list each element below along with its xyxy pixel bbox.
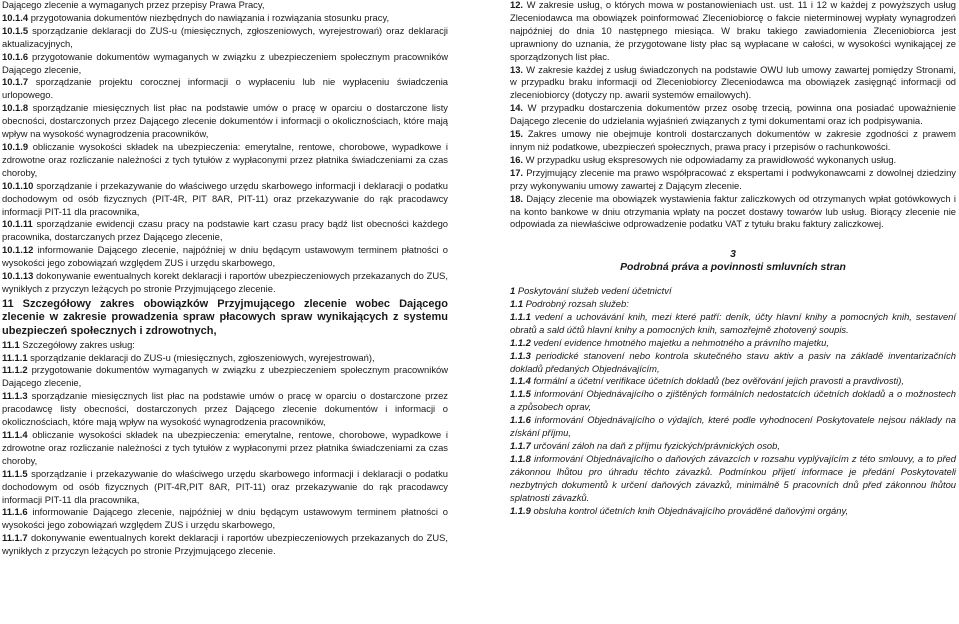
clause-text: vedení a uchovávání knih, mezi které patří: deník, účty hlavní knihy a pomocných knih, sestavení obratů a sald účtů hlavní knihy a pomocných knih, samozřejmě zhotovený soupis. bbox=[510, 310, 956, 335]
clause-number: 10.1.6 bbox=[2, 50, 29, 62]
clause-11 bbox=[2, 468, 448, 507]
clause-text: przygotowania dokumentów niezbędnych do nawiązania i rozwiązania stosunku pracy, bbox=[30, 11, 390, 23]
clause-number: 10.1.4 bbox=[2, 11, 29, 23]
clause-number: 11.1.5 bbox=[2, 467, 28, 479]
clause-general bbox=[510, 102, 956, 128]
clause-general bbox=[510, 0, 956, 64]
clause-number: 1.1.9 bbox=[510, 504, 531, 516]
clause-number: 1.1.5 bbox=[510, 388, 531, 400]
clause-number: 1.1.8 bbox=[510, 452, 531, 464]
clause-10 bbox=[2, 180, 448, 219]
clause-number: 10.1.9 bbox=[2, 140, 29, 152]
clause-10 bbox=[2, 141, 448, 180]
clause-number: 13. bbox=[510, 63, 524, 75]
clause-text: dokonywanie ewentualnych korekt deklaracji i raportów ubezpieczeniowych przekazanych do ZUS, wynikłych z przyczyn leżących po stronie Przyjmującego zlecenie. bbox=[2, 532, 448, 557]
clause-cz bbox=[510, 298, 956, 311]
clause-number: 11.1.3 bbox=[2, 390, 28, 402]
clause-text: Przyjmujący zlecenie ma prawo współpracować z ekspertami i podwykonawcami z dowolnej dziedziny przy wykonywaniu umowy zawartej z Dającym zlecenie. bbox=[510, 166, 956, 191]
clause-number: 11.1.1 bbox=[2, 351, 28, 363]
clause-text: sporządzanie ewidencji czasu pracy na podstawie kart czasu pracy bądź list obecności każdego pracownika, dostarczanych przez Dającego zlecenie, bbox=[2, 218, 449, 243]
clause-text: obliczanie wysokości składek na ubezpieczenia: emerytalne, rentowe, chorobowe, wypadkowe i zdrowotne oraz rozliczanie należności z tych tytułów z wypłaconymi przez płatnika świadczeniami za czas choroby, bbox=[2, 428, 448, 466]
clause-cz bbox=[510, 453, 956, 505]
clause-number: 11.1.6 bbox=[2, 506, 28, 518]
section-title: Podrobná práva a povinnosti smluvních stran bbox=[620, 262, 846, 274]
clause-10 bbox=[2, 25, 448, 51]
clause-10 bbox=[2, 102, 448, 141]
clause-text: przygotowanie dokumentów wymaganych w związku z ubezpieczeniem społecznym pracowników Dającego zlecenie, bbox=[2, 364, 448, 389]
clause-number: 14. bbox=[510, 102, 524, 114]
clause-number: 10.1.7 bbox=[2, 76, 29, 88]
clause-cz bbox=[510, 414, 956, 440]
clause-number: 1.1.3 bbox=[510, 349, 531, 361]
clause-text: W zakresie usług, o których mowa w postanowieniach ust. ust. 11 i 12 w każdej z powyższych usług Zleceniodawca ma obowiązek poinformować Zleceniobiorcę o fakcie nieterminowej wypłaty wynagrodzeń najpóźniej do dnia 10 następnego miesiąca. W braku takiego zawiadomienia Zleceniobiorca jest uprawniony do uznania, że przygotowane listy płac są wypłacane w całości, w wysokości wynikającej ze sporządzonych list płac. bbox=[510, 0, 956, 62]
clause-text: určování záloh na daň z příjmu fyzických/právnických osob, bbox=[533, 440, 780, 451]
clause-number: 10.1.8 bbox=[2, 102, 29, 114]
clause-cz bbox=[510, 440, 956, 453]
clause-11 bbox=[2, 339, 448, 352]
clause-text: periodické stanovení nebo kontrola skutečného stavu aktiv a pasiv na základě inventarizačních dokladů předaných Objednávajícím, bbox=[510, 349, 956, 374]
clause-cz bbox=[510, 505, 956, 518]
section-11-heading: 11 Szczegółowy zakres obowiązków Przyjmującego zlecenie wobec Dającego zlecenie w zakresie prowadzenia spraw płacowych spraw wynikających z systemu ubezpieczeń społecznych i zdrowotnych, bbox=[2, 297, 448, 338]
clause-number: 10.1.10 bbox=[2, 179, 34, 191]
clause-text: sporządzanie projektu corocznej informacji o wypłaceniu lub nie wypłaceniu świadczenia urlopowego. bbox=[2, 76, 448, 101]
clause-text: sporządzanie deklaracji do ZUS-u (miesięcznych, zgłoszeniowych, wyrejestrowań) oraz deklaracji aktualizacyjnych, bbox=[2, 24, 448, 49]
clause-number: 16. bbox=[510, 153, 524, 165]
clause-10 bbox=[2, 244, 448, 270]
clause-11 bbox=[2, 532, 448, 558]
clause-text: formální a účetní verifikace účetních dokladů (bez ověřování jejich pravosti a pravdivosti), bbox=[533, 375, 904, 387]
clause-text: informowanie Dającego zlecenie, najpóźniej w dniu będącym ustawowym terminem płatności o wysokości jego zobowiązań względem ZUS i urzędu skarbowego, bbox=[2, 506, 448, 531]
clause-10 bbox=[2, 76, 448, 102]
clause-general bbox=[510, 64, 956, 103]
clause-general bbox=[510, 154, 956, 167]
clause-10 bbox=[2, 270, 448, 296]
clause-cz bbox=[510, 337, 956, 350]
clause-number: 1.1.4 bbox=[510, 375, 531, 387]
clause-number: 10.1.13 bbox=[2, 270, 34, 282]
clause-10 bbox=[2, 218, 448, 244]
clause-11 bbox=[2, 364, 448, 390]
clause-cz bbox=[510, 375, 956, 388]
clause-text: Poskytování služeb vedení účetnictví bbox=[517, 285, 672, 297]
clause-text: dokonywanie ewentualnych korekt deklaracji i raportów ubezpieczeniowych przekazanych do ZUS, wynikłych z przyczyn leżących po stronie Przyjmującego zlecenie. bbox=[2, 270, 448, 294]
clause-text: obsluha kontrol účetních knih Objednávajícího prováděné daňovými orgány, bbox=[533, 504, 849, 516]
clause-text: informování Objednávajícího o zjištěných formálních nedostatcích účetních dokladů a o možnostech a způsobech oprav, bbox=[510, 388, 956, 413]
clause-11 bbox=[2, 352, 448, 365]
clause-text: Zakres umowy nie obejmuje kontroli dostarczanych dokumentów w zakresie zgodności z prawem innym niż podatkowe, ubezpieczeń społecznych, prawa pracy i przepisów o rachunkowości. bbox=[510, 128, 956, 152]
clause-text: sporządzanie i przekazywanie do właściwego urzędu skarbowego informacji i deklaracji o podatku dochodowym od osób fizycznych (PIT-4R,PIT 8AR, PIT-11) oraz przekazywanie do rąk pracodawcy informacji PIT-11 dla pracownika, bbox=[2, 467, 448, 505]
clause-number: 1.1 bbox=[510, 298, 524, 310]
clause-10 bbox=[2, 12, 448, 25]
clause-11 bbox=[2, 429, 448, 468]
clause-number: 10.1.11 bbox=[2, 218, 33, 230]
right-column bbox=[510, 0, 956, 517]
clause-11 bbox=[2, 506, 448, 532]
clause-number: 17. bbox=[510, 166, 524, 178]
clause-number: 10.1.5 bbox=[2, 24, 29, 36]
clause-text: informování Objednávajícího o daňových závazcích v rozsahu vyplývajícím z této smlouvy, a to před zákonnou lhůtou pro úhradu těchto závazků. Podmínkou přijetí informace je předání Poskytovateli nezbytných dokumentů k určení daňových závazků, minimálně 5 pracovních dnů před zákonnou lhůtou splatnosti závazků. bbox=[510, 452, 956, 503]
clause-10 bbox=[2, 51, 448, 77]
clause-number: 1.1.2 bbox=[510, 336, 531, 348]
clause-10 bbox=[2, 0, 448, 12]
clause-text: sporządzanie i przekazywanie do właściwego urzędu skarbowego informacji i deklaracji o podatku dochodowym od osób fizycznych (PIT-4R, PIT 8AR, PIT-11) oraz przekazywanie do rąk pracodawcy informacji PIT-11 dla pracownika, bbox=[2, 179, 448, 217]
clause-cz bbox=[510, 285, 956, 298]
clause-number: 1.1.7 bbox=[510, 440, 531, 451]
clause-11 bbox=[2, 390, 448, 429]
section-number: 3 bbox=[730, 249, 736, 261]
clause-text: W zakresie każdej z usług świadczonych na podstawie OWU lub umowy zawartej pomiędzy Stronami, w przypadku braku informacji od Zleceniobiorcy Zleceniodawca ma obowiązek zasięgnąć informacji od zleceniobiorcy (dotyczy np. awarii systemów emailowych). bbox=[510, 63, 956, 101]
clause-text: Dającego zlecenie a wymaganych przez przepisy Prawa Pracy, bbox=[2, 0, 265, 10]
clause-text: W przypadku dostarczenia dokumentów przez osobę trzecią, powinna ona posiadać upoważnienie Dającego zlecenie do udzielania wyjaśnień związanych z tymi dokumentami oraz ich podpisywania. bbox=[510, 102, 956, 127]
clause-text: sporządzanie miesięcznych list płac na podstawie umów o pracę w oparciu o dostarczone przez pracodawcę listy obecności, dostarczonych przez Dającego zlecenie dokumentów i informacji o okolicznościach, które mają wpływ na wysokość wynagrodzenia pracowników, bbox=[2, 390, 448, 428]
clause-number: 11.1.7 bbox=[2, 532, 28, 544]
clause-number: 1.1.1 bbox=[510, 310, 531, 322]
clause-number: 1 bbox=[510, 285, 516, 297]
clause-number: 11.1.4 bbox=[2, 428, 28, 440]
clause-general bbox=[510, 167, 956, 193]
clause-text: Szczegółowy zakres usług: bbox=[22, 338, 135, 350]
clause-text: sporządzanie miesięcznych list płac na podstawie umów o pracę w oparciu o dostarczone listy obecności, dostarczonych przez Dającego zlecenie dokumentów i informacji o okolicznościach, które mają wpływ na wysokość wynagrodzenia pracowników, bbox=[2, 102, 448, 140]
clause-number: 11.1 bbox=[2, 338, 20, 350]
clause-number: 10.1.12 bbox=[2, 244, 34, 256]
clause-general bbox=[510, 128, 956, 154]
clause-text: obliczanie wysokości składek na ubezpieczenia: emerytalne, rentowe, chorobowe, wypadkowe i zdrowotne oraz rozliczanie należności z tych tytułów z wypłaconymi przez płatnika świadczeniami za czas choroby, bbox=[2, 140, 449, 178]
clause-cz bbox=[510, 350, 956, 376]
clause-text: przygotowanie dokumentów wymaganych w związku z ubezpieczeniem społecznym pracowników Dającego zlecenie, bbox=[2, 50, 448, 75]
left-column bbox=[2, 0, 448, 558]
clause-text: informování Objednávajícího o výdajích, které podle vyhodnocení Poskytovatele nejsou náklady na získání příjmu, bbox=[510, 414, 956, 439]
clause-text: W przypadku usług ekspresowych nie odpowiadamy za prawidłowość wykonanych usług. bbox=[525, 153, 897, 165]
clause-number: 12. bbox=[510, 0, 524, 10]
clause-number: 15. bbox=[510, 128, 524, 140]
clause-cz bbox=[510, 388, 956, 414]
clause-text: Dający zlecenie ma obowiązek wystawienia faktur zaliczkowych od otrzymanych wpłat gotówkowych i na konto bankowe w dniu otrzymania wpłaty na poczet dostawy towarów lub usług. Biorący zlecenie nie odpowiada za niewłaściwe odprowadzenie podatku VAT z tytułu braku faktury zaliczkowej. bbox=[510, 192, 956, 230]
clause-number: 11.1.2 bbox=[2, 364, 28, 376]
clause-number: 1.1.6 bbox=[510, 414, 531, 426]
clause-text: Podrobný rozsah služeb: bbox=[525, 298, 629, 310]
clause-text: sporządzanie deklaracji do ZUS-u (miesięcznych, zgłoszeniowych, wyrejestrowań), bbox=[30, 351, 375, 363]
clause-cz bbox=[510, 311, 956, 337]
clause-number: 18. bbox=[510, 192, 524, 204]
clause-general bbox=[510, 193, 956, 232]
clause-text: vedení evidence hmotného majetku a nehmotného a právního majetku, bbox=[533, 336, 829, 348]
clause-text: informowanie Dającego zlecenie, najpóźniej w dniu będącym ustawowym terminem płatności o wysokości jego zobowiązań względem ZUS i urzędu skarbowego, bbox=[2, 244, 448, 269]
